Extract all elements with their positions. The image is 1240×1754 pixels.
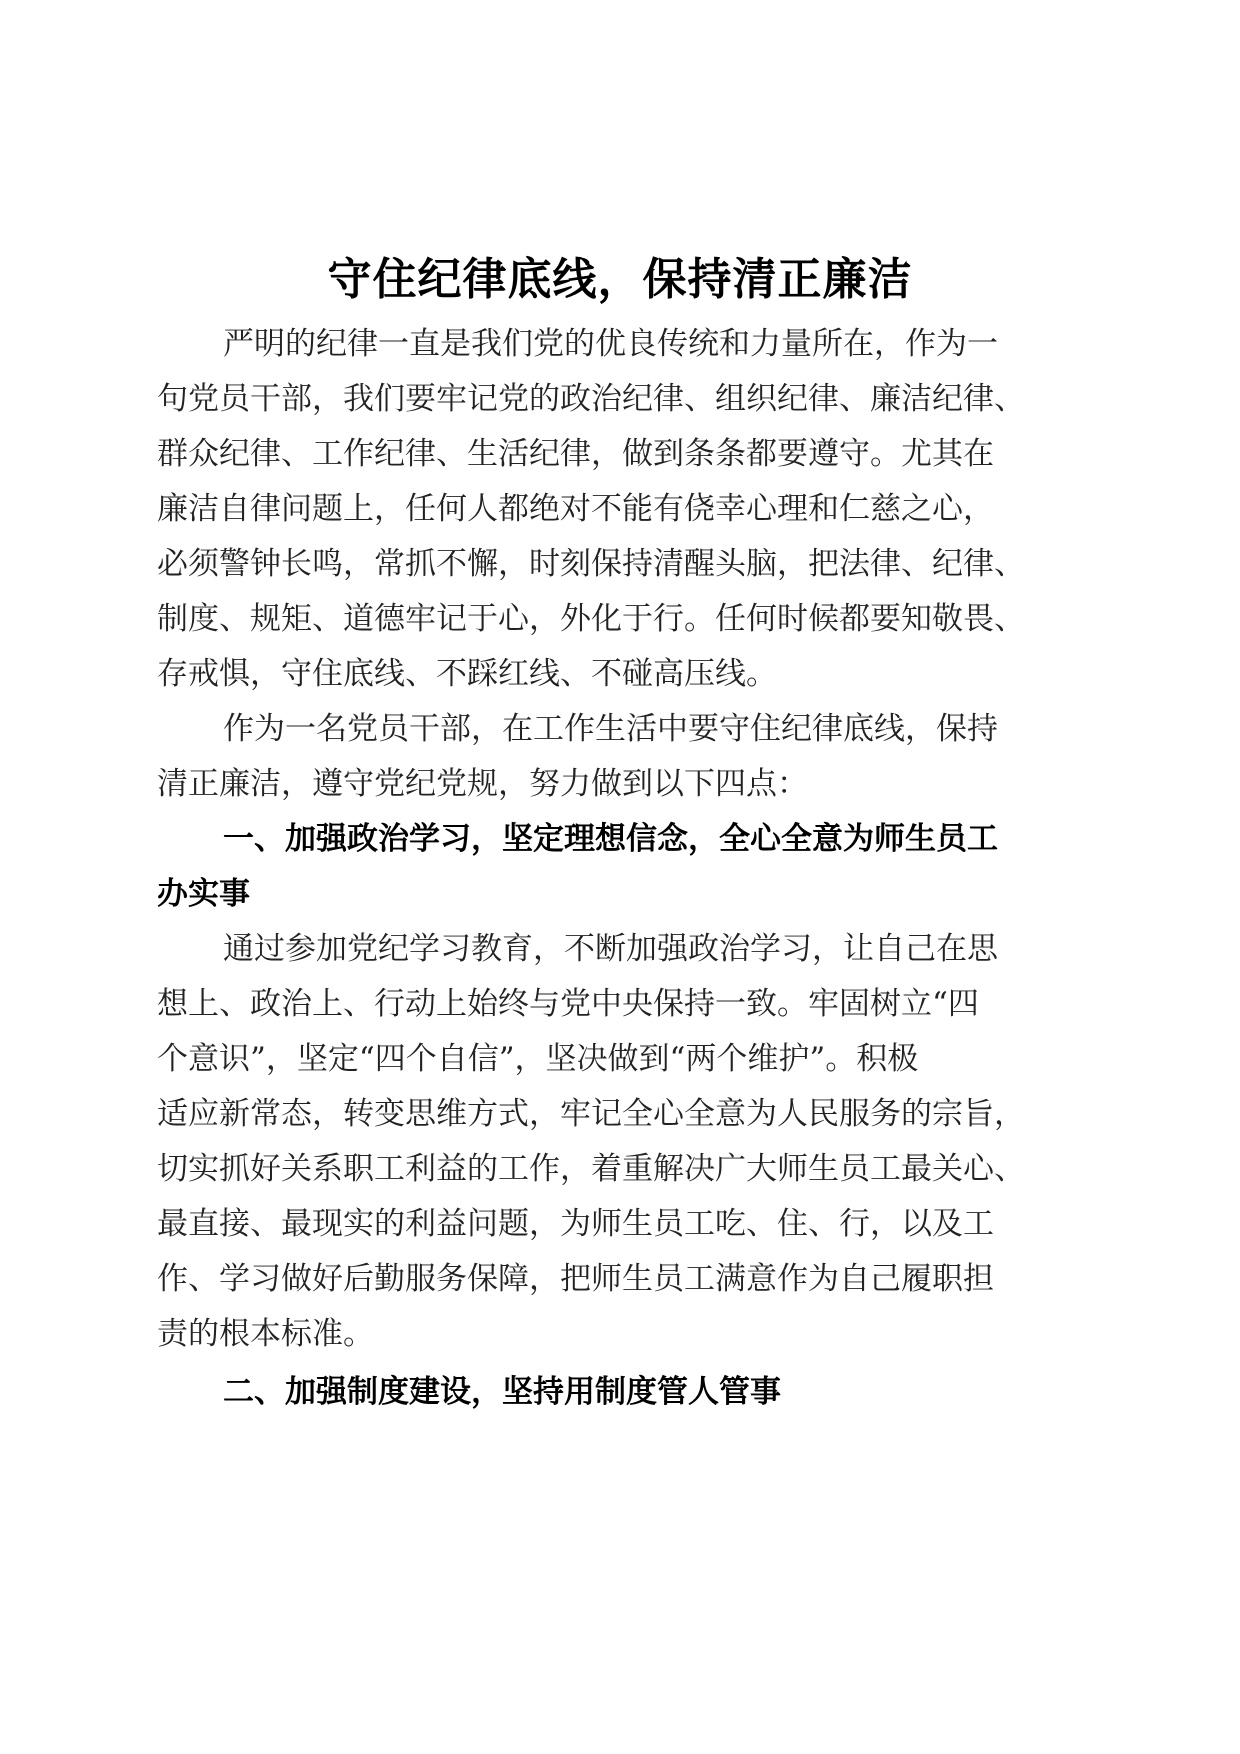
section-2-heading: 二、加强制度建设，坚持用制度管人管事 <box>223 1374 781 1410</box>
paragraph-1-line-1: 严明的纪律一直是我们党的优良传统和力量所在，作为一 <box>223 326 998 362</box>
paragraph-3-line-2: 想上、政治上、行动上始终与党中央保持一致。牢固树立“四 <box>157 986 979 1022</box>
paragraph-3-line-3: 个意识”，坚定“四个自信”，坚决做到“两个维护”。积极 <box>157 1041 919 1077</box>
paragraph-1-line-7: 存戒惧，守住底线、不踩红线、不碰高压线。 <box>157 656 777 692</box>
paragraph-1-line-4: 廉洁自律问题上，任何人都绝对不能有侥幸心理和仁慈之心， <box>157 491 994 527</box>
paragraph-2-line-2: 清正廉洁，遵守党纪党规，努力做到以下四点： <box>157 766 808 802</box>
paragraph-3-line-1: 通过参加党纪学习教育，不断加强政治学习，让自己在思 <box>223 931 998 967</box>
paragraph-1-line-5: 必须警钟长鸣，常抓不懈，时刻保持清醒头脑，把法律、纪律、 <box>157 546 1025 582</box>
section-1-heading-line-1: 一、加强政治学习，坚定理想信念，全心全意为师生员工 <box>223 821 998 857</box>
document-title: 守住纪律底线，保持清正廉洁 <box>327 254 913 305</box>
section-1-heading-line-2: 办实事 <box>157 876 250 912</box>
paragraph-3-line-4: 适应新常态，转变思维方式，牢记全心全意为人民服务的宗旨， <box>157 1096 1025 1132</box>
paragraph-1-line-3: 群众纪律、工作纪律、生活纪律，做到条条都要遵守。尤其在 <box>157 436 994 472</box>
paragraph-2-line-1: 作为一名党员干部，在工作生活中要守住纪律底线，保持 <box>223 711 998 747</box>
paragraph-3-line-7: 作、学习做好后勤服务保障，把师生员工满意作为自己履职担 <box>157 1261 994 1297</box>
paragraph-1-line-2: 句党员干部，我们要牢记党的政治纪律、组织纪律、廉洁纪律、 <box>157 381 1025 417</box>
paragraph-3-line-6: 最直接、最现实的利益问题，为师生员工吃、住、行，以及工 <box>157 1206 994 1242</box>
paragraph-3-line-8: 责的根本标准。 <box>157 1316 374 1352</box>
paragraph-1-line-6: 制度、规矩、道德牢记于心，外化于行。任何时候都要知敬畏、 <box>157 601 1025 637</box>
paragraph-3-line-5: 切实抓好关系职工利益的工作，着重解决广大师生员工最关心、 <box>157 1151 1025 1187</box>
